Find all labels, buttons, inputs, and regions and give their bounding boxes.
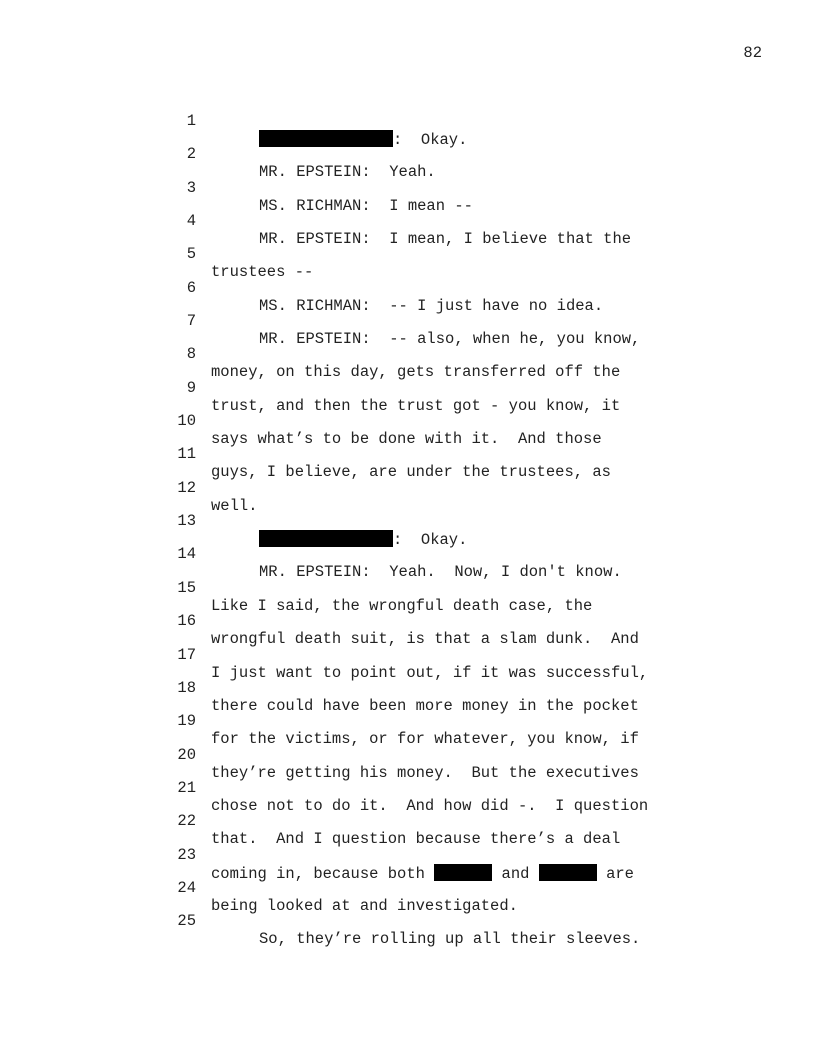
transcript-line xyxy=(0,261,816,315)
line-text-after-redaction: : Okay. xyxy=(393,131,468,149)
transcript-line xyxy=(0,294,816,349)
transcript-line xyxy=(0,127,816,182)
line-number: 20 xyxy=(177,745,196,764)
line-text: MR. EPSTEIN: Yeah. xyxy=(259,163,436,182)
line-number: 13 xyxy=(177,512,196,531)
line-number: 1 xyxy=(186,112,196,130)
transcript-line xyxy=(0,561,816,615)
transcript-line xyxy=(0,194,816,249)
line-text: they’re getting his money. But the executives xyxy=(211,763,639,782)
transcript-line xyxy=(0,94,816,149)
line-text: MR. EPSTEIN: I mean, I believe that the xyxy=(259,230,632,249)
line-number: 4 xyxy=(186,212,196,231)
line-text: there could have been more money in the pocket xyxy=(211,696,639,715)
line-number: 25 xyxy=(177,912,196,931)
line-number: 14 xyxy=(177,545,196,564)
line-text: guys, I believe, are under the trustees, as xyxy=(211,463,611,482)
line-text: money, on this day, gets transferred off the xyxy=(211,363,621,382)
line-text: well. xyxy=(211,496,258,515)
line-text: MR. EPSTEIN: Yeah. Now, I don't know. xyxy=(259,563,622,582)
line-text: says what’s to be done with it. And those xyxy=(211,430,602,449)
transcript-line xyxy=(0,694,816,749)
transcript-line xyxy=(0,227,816,282)
line-number: 3 xyxy=(186,178,196,197)
transcript-line xyxy=(0,828,816,883)
line-text-part: and xyxy=(492,864,539,883)
transcript-line xyxy=(0,661,816,715)
line-number: 10 xyxy=(177,412,196,431)
line-text: chose not to do it. And how did -. I question xyxy=(211,796,649,815)
line-number: 11 xyxy=(177,445,196,464)
line-number: 21 xyxy=(177,778,196,797)
transcript-line xyxy=(0,628,816,682)
transcript-line xyxy=(0,527,816,582)
transcript-line xyxy=(0,894,816,949)
line-text: I just want to point out, if it was successful, xyxy=(211,663,649,682)
line-number: 17 xyxy=(177,645,196,664)
transcript-line xyxy=(0,494,816,550)
line-number: 12 xyxy=(177,478,196,497)
line-number: 24 xyxy=(177,878,196,897)
line-text: being looked at and investigated. xyxy=(211,896,518,915)
line-text: So, they’re rolling up all their sleeves. xyxy=(259,930,641,949)
line-text: wrongful death suit, is that a slam dunk. And xyxy=(211,630,639,649)
line-text-after-redaction: : Okay. xyxy=(393,531,468,550)
transcript-line xyxy=(0,427,816,482)
line-text: MS. RICHMAN: I mean -- xyxy=(259,196,473,215)
line-text: trustees -- xyxy=(211,263,314,282)
line-number: 23 xyxy=(177,845,196,864)
line-number: 18 xyxy=(177,678,196,697)
page-number: 82 xyxy=(743,44,762,62)
line-text: MS. RICHMAN: -- I just have no idea. xyxy=(259,296,604,315)
transcript-line xyxy=(0,394,816,449)
line-number: 7 xyxy=(186,312,196,331)
transcript-line xyxy=(0,794,816,849)
line-text: that. And I question because there’s a deal xyxy=(211,830,621,849)
transcript-line xyxy=(0,761,816,815)
transcript-body xyxy=(0,94,816,949)
transcript-line xyxy=(0,161,816,215)
line-number: 16 xyxy=(177,612,196,631)
line-text: for the victims, or for whatever, you know, if xyxy=(211,730,639,749)
transcript-line xyxy=(0,594,816,649)
line-number: 2 xyxy=(186,145,196,164)
line-number: 22 xyxy=(177,812,196,831)
line-text: trust, and then the trust got - you know, it xyxy=(211,396,621,415)
line-text: MR. EPSTEIN: -- also, when he, you know, xyxy=(259,330,641,349)
transcript-line xyxy=(0,327,816,382)
line-text: Like I said, the wrongful death case, the xyxy=(211,596,593,615)
line-number: 15 xyxy=(177,578,196,597)
line-number: 9 xyxy=(186,378,196,397)
line-text-part: coming in, because both xyxy=(211,864,435,883)
transcript-line xyxy=(0,361,816,415)
line-text-part: are xyxy=(596,864,634,883)
transcript-line xyxy=(0,861,816,915)
line-number: 6 xyxy=(186,278,196,297)
line-number: 8 xyxy=(186,345,196,364)
transcript-line xyxy=(0,728,816,782)
line-number: 19 xyxy=(177,712,196,731)
line-number: 5 xyxy=(186,245,196,264)
transcript-line xyxy=(0,461,816,515)
